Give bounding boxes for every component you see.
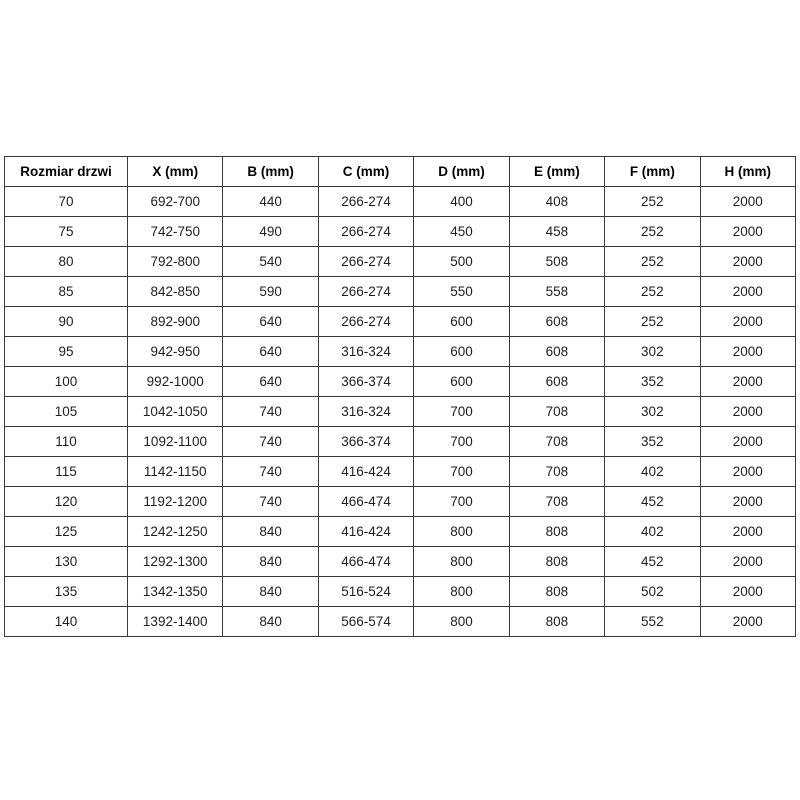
table-cell: 2000: [700, 187, 795, 217]
table-cell: 2000: [700, 367, 795, 397]
table-cell: 740: [223, 397, 318, 427]
table-cell: 808: [509, 547, 604, 577]
column-header: D (mm): [414, 157, 509, 187]
table-cell: 408: [509, 187, 604, 217]
table-cell: 316-324: [318, 397, 413, 427]
table-cell: 105: [5, 397, 128, 427]
table-row: [5, 577, 796, 607]
table-cell: 1242-1250: [128, 517, 223, 547]
table-cell: 252: [605, 277, 700, 307]
table-cell: 366-374: [318, 427, 413, 457]
table-cell: 600: [414, 367, 509, 397]
table-cell: 2000: [700, 427, 795, 457]
table-cell: 266-274: [318, 307, 413, 337]
table-cell: 402: [605, 517, 700, 547]
table-cell: 452: [605, 487, 700, 517]
table-cell: 840: [223, 607, 318, 637]
table-cell: 466-474: [318, 547, 413, 577]
table-cell: 540: [223, 247, 318, 277]
table-cell: 416-424: [318, 457, 413, 487]
table-cell: 75: [5, 217, 128, 247]
table-cell: 100: [5, 367, 128, 397]
table-cell: 252: [605, 187, 700, 217]
table-cell: 2000: [700, 457, 795, 487]
column-header: C (mm): [318, 157, 413, 187]
table-cell: 2000: [700, 217, 795, 247]
table-cell: 316-324: [318, 337, 413, 367]
table-cell: 115: [5, 457, 128, 487]
table-cell: 1142-1150: [128, 457, 223, 487]
table-cell: 1042-1050: [128, 397, 223, 427]
table-cell: 808: [509, 607, 604, 637]
table-row: [5, 187, 796, 217]
table-cell: 135: [5, 577, 128, 607]
table-cell: 740: [223, 487, 318, 517]
table-cell: 490: [223, 217, 318, 247]
table-cell: 400: [414, 187, 509, 217]
table-cell: 552: [605, 607, 700, 637]
table-cell: 892-900: [128, 307, 223, 337]
table-cell: 700: [414, 487, 509, 517]
table-row: [5, 517, 796, 547]
table-cell: 840: [223, 547, 318, 577]
column-header: X (mm): [128, 157, 223, 187]
table-cell: 416-424: [318, 517, 413, 547]
table-cell: 516-524: [318, 577, 413, 607]
table-cell: 608: [509, 367, 604, 397]
table-cell: 266-274: [318, 187, 413, 217]
table-cell: 252: [605, 247, 700, 277]
table-cell: 550: [414, 277, 509, 307]
table-cell: 302: [605, 337, 700, 367]
column-header: H (mm): [700, 157, 795, 187]
table-cell: 366-374: [318, 367, 413, 397]
table-cell: 352: [605, 367, 700, 397]
table-header-row: [5, 157, 796, 187]
door-size-spec-table: [4, 156, 796, 637]
table-cell: 130: [5, 547, 128, 577]
table-cell: 1192-1200: [128, 487, 223, 517]
table-cell: 708: [509, 487, 604, 517]
table-cell: 740: [223, 457, 318, 487]
table-cell: 808: [509, 517, 604, 547]
table-cell: 640: [223, 337, 318, 367]
table-cell: 840: [223, 517, 318, 547]
table-cell: 402: [605, 457, 700, 487]
table-cell: 608: [509, 307, 604, 337]
table-row: [5, 337, 796, 367]
table-row: [5, 457, 796, 487]
table-cell: 266-274: [318, 247, 413, 277]
table-cell: 2000: [700, 337, 795, 367]
table-cell: 500: [414, 247, 509, 277]
table-cell: 608: [509, 337, 604, 367]
table-cell: 600: [414, 307, 509, 337]
column-header: E (mm): [509, 157, 604, 187]
table-cell: 800: [414, 577, 509, 607]
table-cell: 2000: [700, 517, 795, 547]
table-cell: 2000: [700, 547, 795, 577]
table-cell: 110: [5, 427, 128, 457]
table-cell: 2000: [700, 487, 795, 517]
table-row: [5, 247, 796, 277]
table-cell: 1392-1400: [128, 607, 223, 637]
table-cell: 140: [5, 607, 128, 637]
table-cell: 502: [605, 577, 700, 607]
table-cell: 1292-1300: [128, 547, 223, 577]
table-cell: 808: [509, 577, 604, 607]
table-cell: 450: [414, 217, 509, 247]
table-cell: 2000: [700, 247, 795, 277]
table-cell: 700: [414, 397, 509, 427]
table-row: [5, 427, 796, 457]
table-cell: 800: [414, 607, 509, 637]
table-cell: 458: [509, 217, 604, 247]
table-row: [5, 607, 796, 637]
table-cell: 266-274: [318, 277, 413, 307]
table-cell: 2000: [700, 307, 795, 337]
table-cell: 252: [605, 307, 700, 337]
table-row: [5, 397, 796, 427]
table-cell: 508: [509, 247, 604, 277]
table-cell: 80: [5, 247, 128, 277]
table-row: [5, 217, 796, 247]
table-cell: 700: [414, 427, 509, 457]
column-header: F (mm): [605, 157, 700, 187]
table-cell: 352: [605, 427, 700, 457]
table-cell: 742-750: [128, 217, 223, 247]
table-cell: 708: [509, 427, 604, 457]
table-cell: 800: [414, 517, 509, 547]
table-cell: 640: [223, 307, 318, 337]
table-cell: 466-474: [318, 487, 413, 517]
table-cell: 252: [605, 217, 700, 247]
table-cell: 992-1000: [128, 367, 223, 397]
table-cell: 2000: [700, 607, 795, 637]
table-cell: 2000: [700, 577, 795, 607]
table-cell: 558: [509, 277, 604, 307]
column-header: B (mm): [223, 157, 318, 187]
table-cell: 800: [414, 547, 509, 577]
table-cell: 1342-1350: [128, 577, 223, 607]
table-cell: 1092-1100: [128, 427, 223, 457]
table-cell: 708: [509, 457, 604, 487]
table-row: [5, 367, 796, 397]
table-cell: 590: [223, 277, 318, 307]
table-cell: 700: [414, 457, 509, 487]
table-cell: 266-274: [318, 217, 413, 247]
table-cell: 840: [223, 577, 318, 607]
table-cell: 792-800: [128, 247, 223, 277]
table-row: [5, 547, 796, 577]
table-head: [5, 157, 796, 187]
table-body: [5, 187, 796, 637]
table-cell: 70: [5, 187, 128, 217]
table-cell: 942-950: [128, 337, 223, 367]
table-cell: 452: [605, 547, 700, 577]
table-cell: 566-574: [318, 607, 413, 637]
table-cell: 600: [414, 337, 509, 367]
table-cell: 640: [223, 367, 318, 397]
table-cell: 692-700: [128, 187, 223, 217]
table-cell: 90: [5, 307, 128, 337]
table-cell: 120: [5, 487, 128, 517]
table-cell: 302: [605, 397, 700, 427]
table-cell: 842-850: [128, 277, 223, 307]
table-row: [5, 307, 796, 337]
table-cell: 740: [223, 427, 318, 457]
table-row: [5, 277, 796, 307]
table-cell: 440: [223, 187, 318, 217]
table-cell: 2000: [700, 397, 795, 427]
column-header: Rozmiar drzwi: [5, 157, 128, 187]
table-cell: 708: [509, 397, 604, 427]
table-cell: 95: [5, 337, 128, 367]
table-cell: 2000: [700, 277, 795, 307]
table-cell: 85: [5, 277, 128, 307]
table-cell: 125: [5, 517, 128, 547]
table-row: [5, 487, 796, 517]
